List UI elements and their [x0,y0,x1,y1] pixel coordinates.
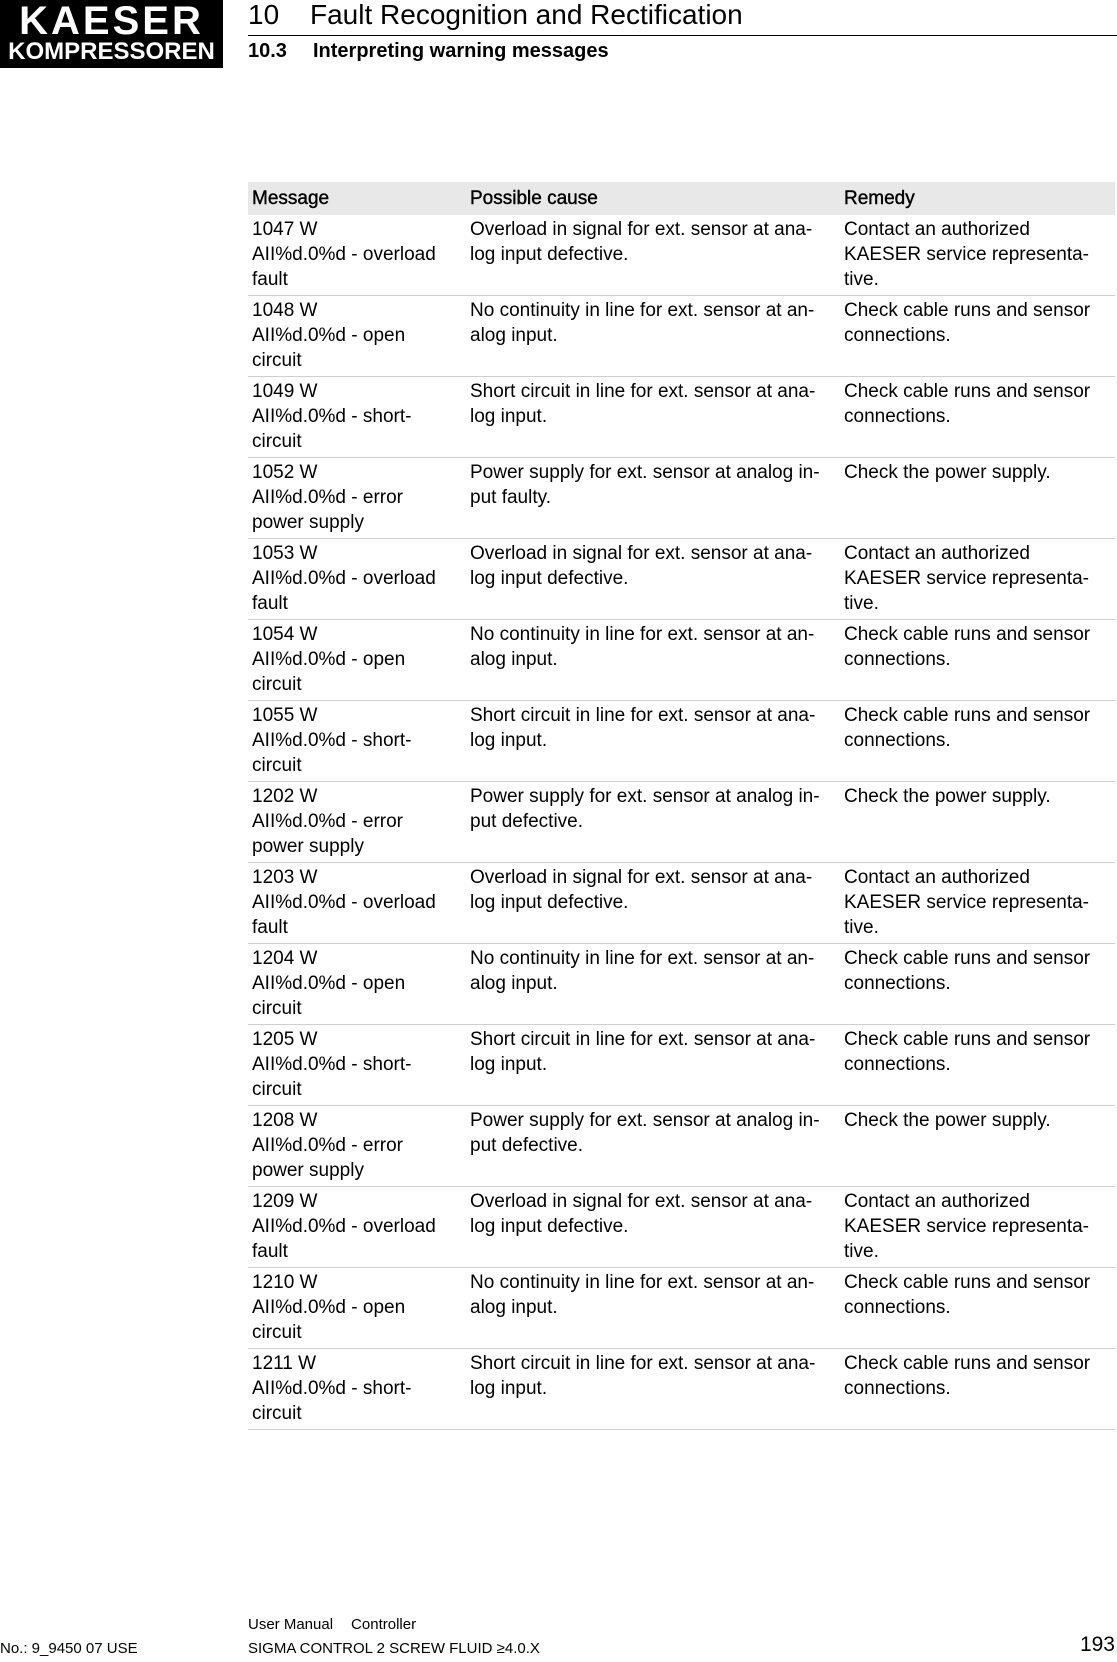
cause-cell [466,539,840,620]
cause-cell [466,782,840,863]
remedy-text: Contact an authorized [844,219,1030,240]
message-text: AII%d.0%d - error [252,811,403,832]
message-text: AII%d.0%d - overload [252,892,436,913]
cause-cell [466,701,840,782]
message-code: 1055 W [252,705,318,726]
table-row [248,1268,1115,1349]
message-code: 1208 W [252,1110,318,1131]
logo-line2: KOMPRESSOREN [8,38,215,65]
message-text: circuit [252,350,302,371]
message-text: AII%d.0%d - overload [252,244,436,265]
remedy-text: tive. [844,1241,879,1262]
section-number: 10.3 [248,40,287,62]
cause-text: No continuity in line for ext. sensor at an- [470,948,815,969]
table-row [248,782,1115,863]
message-code: 1210 W [252,1272,318,1293]
remedy-text: Check cable runs and sensor [844,1029,1091,1050]
message-text: circuit [252,674,302,695]
remedy-text: KAESER service representa- [844,892,1089,913]
remedy-text: Check cable runs and sensor [844,624,1091,645]
cause-text: Short circuit in line for ext. sensor at ana- [470,1353,816,1374]
cause-text: Overload in signal for ext. sensor at ana- [470,219,813,240]
product-type: Controller [351,1616,417,1633]
cause-text: put defective. [470,1135,584,1156]
cause-cell [466,1187,840,1268]
cause-text: No continuity in line for ext. sensor at an- [470,1272,815,1293]
remedy-text: connections. [844,1054,951,1075]
remedy-cell [840,1025,1115,1106]
message-code: 1049 W [252,381,318,402]
remedy-cell [840,1349,1115,1430]
section-heading [248,39,609,63]
chapter-title: Fault Recognition and Rectification [310,0,743,30]
table-row [248,620,1115,701]
manual-label: User Manual [248,1616,334,1633]
cause-cell [466,458,840,539]
cause-cell [466,944,840,1025]
message-code: 1052 W [252,462,318,483]
remedy-text: Check the power supply. [844,786,1051,807]
message-text: fault [252,269,288,290]
remedy-text: tive. [844,269,879,290]
remedy-text: Check the power supply. [844,462,1051,483]
cause-text: log input. [470,406,548,427]
cause-text: put defective. [470,811,584,832]
message-text: fault [252,593,288,614]
message-cell [248,782,466,863]
cause-text: log input defective. [470,244,629,265]
header-message: Message [248,182,466,215]
message-code: 1053 W [252,543,318,564]
message-cell [248,863,466,944]
remedy-cell [840,458,1115,539]
remedy-text: connections. [844,406,951,427]
remedy-text: Check cable runs and sensor [844,381,1091,402]
remedy-text: Check the power supply. [844,1110,1051,1131]
cause-text: Short circuit in line for ext. sensor at ana- [470,381,816,402]
remedy-text: Check cable runs and sensor [844,300,1091,321]
cause-text: Short circuit in line for ext. sensor at ana- [470,1029,816,1050]
header-rule [248,35,1117,36]
message-text: circuit [252,431,302,452]
table-row [248,1106,1115,1187]
remedy-text: Check cable runs and sensor [844,948,1091,969]
cause-text: log input defective. [470,892,629,913]
cause-text: alog input. [470,325,558,346]
message-text: AII%d.0%d - overload [252,568,436,589]
cause-text: log input. [470,730,548,751]
remedy-text: Check cable runs and sensor [844,1272,1091,1293]
section-title: Interpreting warning messages [313,40,609,62]
kaeser-logo [0,0,223,68]
message-code: 1048 W [252,300,318,321]
message-code: 1204 W [252,948,318,969]
message-cell [248,539,466,620]
cause-cell [466,1025,840,1106]
table-row [248,377,1115,458]
remedy-cell [840,1268,1115,1349]
message-text: circuit [252,998,302,1019]
table-row [248,944,1115,1025]
remedy-cell [840,620,1115,701]
chapter-heading [248,0,743,30]
message-code: 1047 W [252,219,318,240]
cause-text: Short circuit in line for ext. sensor at ana- [470,705,816,726]
message-text: circuit [252,1403,302,1424]
message-text: AII%d.0%d - overload [252,1216,436,1237]
cause-text: alog input. [470,1297,558,1318]
cause-text: No continuity in line for ext. sensor at an- [470,624,815,645]
chapter-number: 10 [248,0,280,30]
message-cell [248,215,466,296]
remedy-text: KAESER service representa- [844,244,1089,265]
remedy-text: connections. [844,649,951,670]
footer-manual [248,1616,416,1633]
message-text: AII%d.0%d - short- [252,406,412,427]
message-cell [248,701,466,782]
remedy-text: connections. [844,325,951,346]
message-text: AII%d.0%d - open [252,649,406,670]
cause-cell [466,863,840,944]
document-number: No.: 9_9450 07 USE [0,1640,138,1657]
cause-text: Power supply for ext. sensor at analog in- [470,786,820,807]
remedy-text: Check cable runs and sensor [844,1353,1091,1374]
cause-text: log input defective. [470,568,629,589]
remedy-cell [840,296,1115,377]
message-text: AII%d.0%d - error [252,1135,403,1156]
remedy-text: Contact an authorized [844,867,1030,888]
table-row [248,1349,1115,1430]
message-cell [248,1268,466,1349]
remedy-cell [840,1187,1115,1268]
remedy-cell [840,215,1115,296]
remedy-text: Check cable runs and sensor [844,705,1091,726]
remedy-text: Contact an authorized [844,1191,1030,1212]
remedy-text: KAESER service representa- [844,568,1089,589]
cause-text: No continuity in line for ext. sensor at an- [470,300,815,321]
table-header-row [248,182,1115,215]
message-text: fault [252,917,288,938]
message-text: power supply [252,1160,364,1181]
message-text: AII%d.0%d - open [252,1297,406,1318]
cause-cell [466,1268,840,1349]
message-code: 1203 W [252,867,318,888]
message-cell [248,1106,466,1187]
message-text: AII%d.0%d - error [252,487,403,508]
remedy-cell [840,782,1115,863]
cause-text: alog input. [470,649,558,670]
header-remedy: Remedy [840,182,1115,215]
header-possible-cause: Possible cause [466,182,840,215]
remedy-cell [840,539,1115,620]
message-text: power supply [252,836,364,857]
table-row [248,458,1115,539]
cause-text: Overload in signal for ext. sensor at ana- [470,543,813,564]
message-code: 1211 W [252,1353,317,1374]
cause-text: log input defective. [470,1216,629,1237]
cause-cell [466,1349,840,1430]
message-text: AII%d.0%d - short- [252,1054,412,1075]
message-text: AII%d.0%d - short- [252,730,412,751]
message-text: circuit [252,1322,302,1343]
product-name: SIGMA CONTROL 2 SCREW FLUID ≥4.0.X [248,1640,540,1657]
cause-cell [466,620,840,701]
message-text: circuit [252,755,302,776]
remedy-text: connections. [844,1378,951,1399]
remedy-text: connections. [844,1297,951,1318]
message-code: 1054 W [252,624,318,645]
table-row [248,863,1115,944]
cause-text: Overload in signal for ext. sensor at ana- [470,867,813,888]
table-row [248,296,1115,377]
cause-text: Overload in signal for ext. sensor at ana- [470,1191,813,1212]
table-row [248,701,1115,782]
remedy-cell [840,944,1115,1025]
table-row [248,539,1115,620]
remedy-text: tive. [844,917,879,938]
message-cell [248,944,466,1025]
message-text: AII%d.0%d - open [252,325,406,346]
remedy-text: connections. [844,730,951,751]
cause-text: Power supply for ext. sensor at analog in- [470,462,820,483]
remedy-text: Contact an authorized [844,543,1030,564]
warning-messages-table [248,182,1115,1430]
remedy-text: connections. [844,973,951,994]
logo-line1: KAESER [19,0,204,43]
message-text: fault [252,1241,288,1262]
cause-cell [466,296,840,377]
message-cell [248,377,466,458]
page-number: 193 [1079,1633,1115,1656]
table-row [248,1187,1115,1268]
table-row [248,1025,1115,1106]
cause-cell [466,1106,840,1187]
remedy-text: KAESER service representa- [844,1216,1089,1237]
message-code: 1205 W [252,1029,318,1050]
cause-text: log input. [470,1378,548,1399]
message-cell [248,1187,466,1268]
message-code: 1209 W [252,1191,318,1212]
remedy-cell [840,377,1115,458]
message-cell [248,296,466,377]
message-cell [248,458,466,539]
table-row [248,215,1115,296]
remedy-cell [840,701,1115,782]
cause-cell [466,215,840,296]
message-code: 1202 W [252,786,318,807]
remedy-cell [840,863,1115,944]
cause-text: put faulty. [470,487,551,508]
message-text: AII%d.0%d - open [252,973,406,994]
message-text: circuit [252,1079,302,1100]
cause-cell [466,377,840,458]
message-text: power supply [252,512,364,533]
message-cell [248,1025,466,1106]
cause-text: alog input. [470,973,558,994]
remedy-text: tive. [844,593,879,614]
cause-text: Power supply for ext. sensor at analog in- [470,1110,820,1131]
message-cell [248,620,466,701]
cause-text: log input. [470,1054,548,1075]
remedy-cell [840,1106,1115,1187]
message-cell [248,1349,466,1430]
message-text: AII%d.0%d - short- [252,1378,412,1399]
